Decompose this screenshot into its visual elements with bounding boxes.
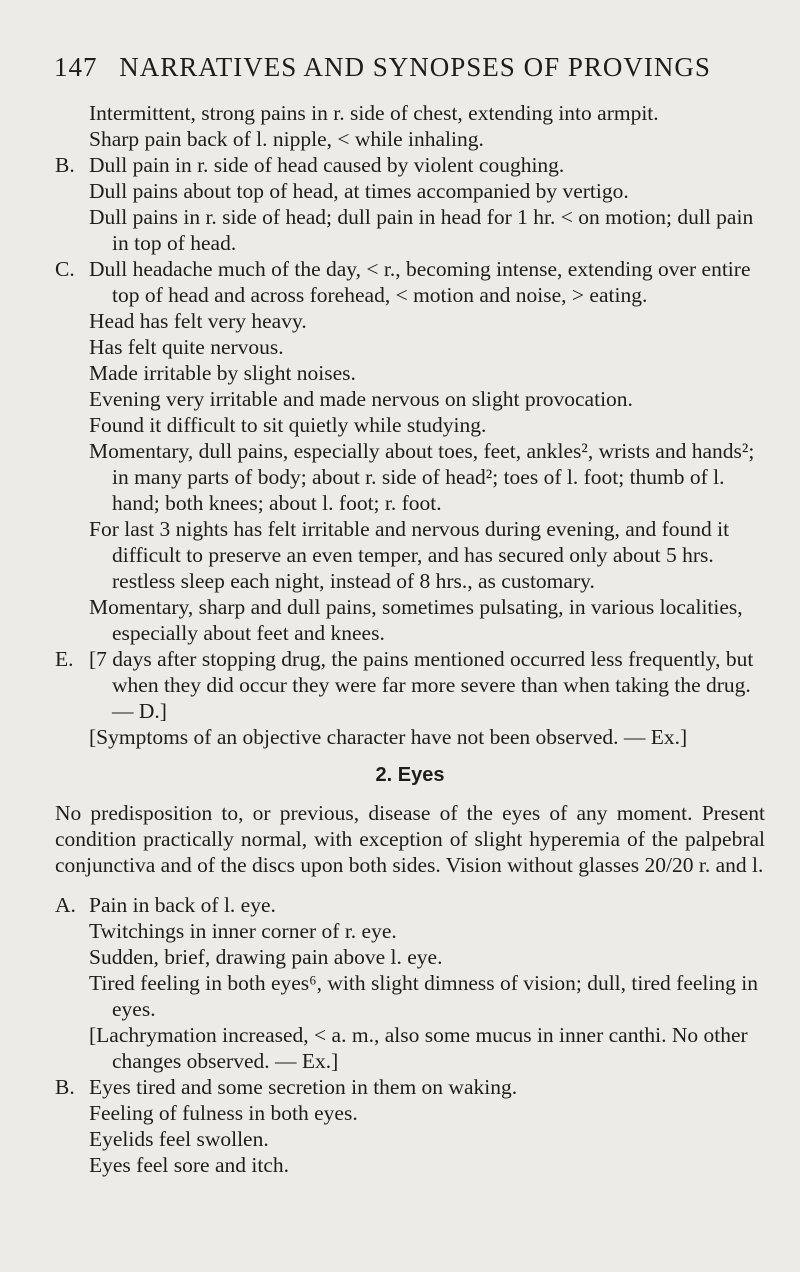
symptom-entry: [55, 1100, 765, 1126]
symptom-entry: [55, 594, 765, 646]
entry-label: E.: [55, 647, 74, 671]
entry-text: Dull pains in r. side of head; dull pain in head for 1 hr. < on motion; dull pain in top of head.: [89, 205, 754, 255]
symptom-entry: [55, 970, 765, 1022]
symptom-entry: [55, 724, 765, 750]
entry-text: Evening very irritable and made nervous on slight provocation.: [89, 387, 633, 411]
symptom-list-eyes: [55, 892, 765, 1178]
symptom-entry: [55, 646, 765, 724]
entry-text: Feeling of fulness in both eyes.: [89, 1101, 358, 1125]
symptom-entry: [55, 944, 765, 970]
entry-label: B.: [55, 153, 75, 177]
entry-text: Dull headache much of the day, < r., becoming intense, extending over entire top of head and across forehead, < motion and noise, > eating.: [89, 257, 751, 307]
page-content: [55, 100, 765, 1178]
entry-text: Eyelids feel swollen.: [89, 1127, 269, 1151]
symptom-entry: [55, 1074, 765, 1100]
symptom-entry: [55, 412, 765, 438]
symptom-entry: [55, 1152, 765, 1178]
symptom-entry: [55, 126, 765, 152]
entry-text: Intermittent, strong pains in r. side of chest, extending into armpit.: [89, 101, 659, 125]
symptom-entry: [55, 178, 765, 204]
symptom-list-head: [55, 100, 765, 750]
entry-text: Found it difficult to sit quietly while studying.: [89, 413, 487, 437]
symptom-entry: [55, 360, 765, 386]
entry-label: A.: [55, 893, 76, 917]
symptom-entry: [55, 308, 765, 334]
entry-label: C.: [55, 257, 75, 281]
entry-text: Made irritable by slight noises.: [89, 361, 356, 385]
entry-text: Eyes tired and some secretion in them on waking.: [89, 1075, 518, 1099]
symptom-entry: [55, 438, 765, 516]
symptom-entry: [55, 334, 765, 360]
entry-text: Dull pains about top of head, at times accompanied by vertigo.: [89, 179, 629, 203]
entry-text: Sharp pain back of l. nipple, < while inhaling.: [89, 127, 484, 151]
symptom-entry: [55, 204, 765, 256]
entry-text: Momentary, sharp and dull pains, sometimes pulsating, in various localities, especially about feet and knees.: [89, 595, 743, 645]
symptom-entry: [55, 256, 765, 308]
page-number: 147: [54, 52, 98, 82]
entry-text: Has felt quite nervous.: [89, 335, 284, 359]
entry-text: Head has felt very heavy.: [89, 309, 307, 333]
entry-text: Twitchings in inner corner of r. eye.: [89, 919, 397, 943]
section-title: 2. Eyes: [375, 764, 445, 786]
symptom-entry: [55, 1126, 765, 1152]
symptom-entry: [55, 152, 765, 178]
entry-text: [Symptoms of an objective character have not been observed. — Ex.]: [89, 725, 688, 749]
symptom-entry: [55, 516, 765, 594]
section-intro: No predisposition to, or previous, disease of the eyes of any moment. Present condition practically normal, with exception of slight hyperemia of the palpebral conjunctiva and of the discs upon both sides. Vision without glasses 20/20 r. and l.: [55, 801, 765, 877]
entry-text: Tired feeling in both eyes⁶, with slight dimness of vision; dull, tired feeling in eyes.: [89, 971, 758, 1021]
entry-text: [7 days after stopping drug, the pains mentioned occurred less frequently, but when they did occur they were far more severe than when taking the drug. — D.]: [89, 647, 754, 723]
entry-text: Sudden, brief, drawing pain above l. eye.: [89, 945, 443, 969]
entry-text: Pain in back of l. eye.: [89, 893, 276, 917]
symptom-entry: [55, 892, 765, 918]
entry-text: Eyes feel sore and itch.: [89, 1153, 289, 1177]
symptom-entry: [55, 918, 765, 944]
entry-text: [Lachrymation increased, < a. m., also some mucus in inner canthi. No other changes observed. — Ex.]: [89, 1023, 748, 1073]
entry-label: B.: [55, 1075, 75, 1099]
entry-text: Dull pain in r. side of head caused by violent coughing.: [89, 153, 565, 177]
symptom-entry: [55, 1022, 765, 1074]
running-title: NARRATIVES AND SYNOPSES OF PROVINGS: [119, 52, 711, 82]
entry-text: Momentary, dull pains, especially about toes, feet, ankles², wrists and hands²; in many parts of body; about r. side of head²; toes of l. foot; thumb of l. hand; both knees; about l. foot; r. foot.: [89, 439, 755, 515]
entry-text: For last 3 nights has felt irritable and nervous during evening, and found it difficult to preserve an even temper, and has secured only about 5 hrs. restless sleep each night, instead of 8 hrs., as customary.: [89, 517, 730, 593]
running-header: [54, 52, 760, 83]
symptom-entry: [55, 386, 765, 412]
symptom-entry: [55, 100, 765, 126]
